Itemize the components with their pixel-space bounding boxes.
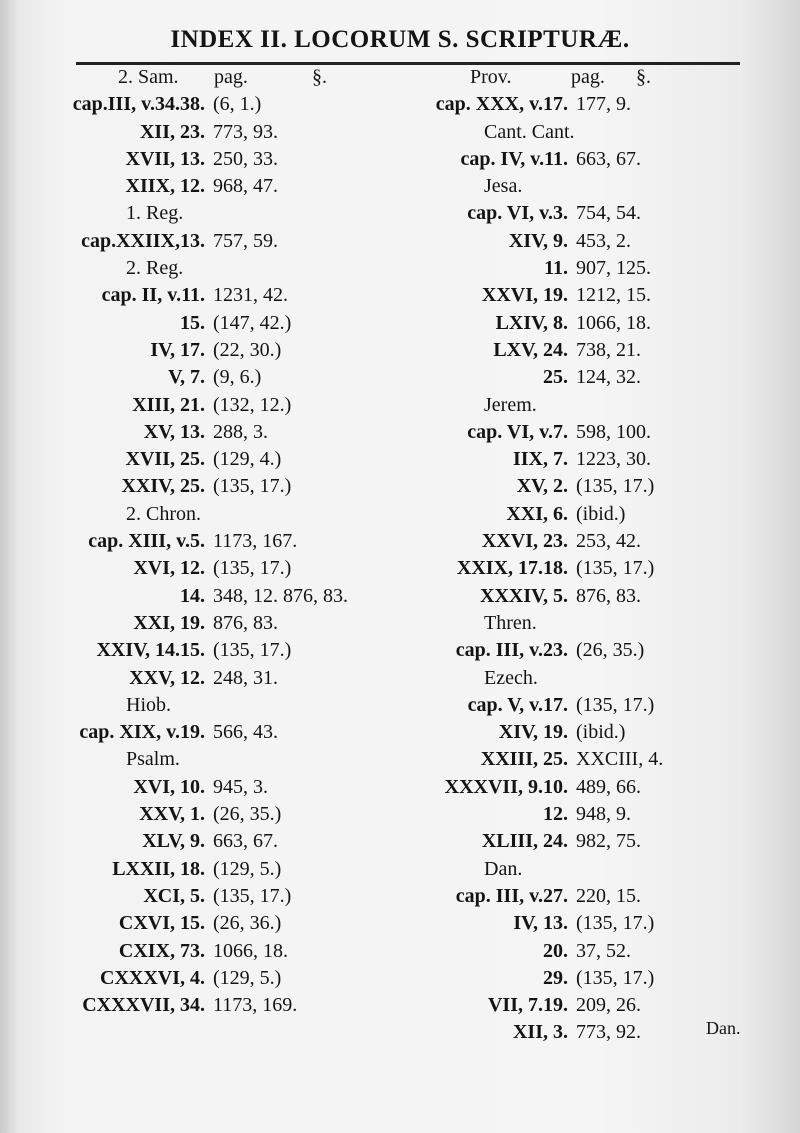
index-entry (74, 173, 419, 200)
page-section-value: (129, 5.) (213, 966, 282, 989)
index-entry (426, 938, 756, 965)
scripture-reference: LXIV, 8. (495, 311, 568, 334)
scripture-reference: 25. (543, 366, 568, 389)
scripture-reference: XCI, 5. (143, 884, 205, 907)
scripture-reference: cap. III, v.27. (455, 884, 568, 907)
scripture-reference: cap.XXIIX,13. (81, 229, 205, 252)
page-section-value: (26, 36.) (213, 912, 282, 935)
page-section-value: 489, 66. (576, 775, 641, 798)
book-heading (426, 173, 756, 200)
scripture-reference: 14. (180, 584, 205, 607)
page-section-value: (26, 35.) (576, 639, 645, 662)
scripture-reference: XII, 3. (512, 1021, 568, 1044)
page-section-value: 754, 54. (576, 202, 641, 225)
index-entry (74, 228, 419, 255)
page-section-value: (135, 17.) (576, 912, 655, 935)
scripture-reference: cap. V, v.17. (467, 693, 568, 716)
page-section-value: (135, 17.) (213, 884, 292, 907)
page-section-value: 1066, 18. (576, 311, 651, 334)
page-section-value: 663, 67. (576, 147, 641, 170)
page-section-value: 1212, 15. (576, 284, 651, 307)
book-heading (74, 746, 419, 773)
page-section-value: (132, 12.) (213, 393, 292, 416)
scripture-reference: XIII, 21. (132, 393, 205, 416)
page-section-value: 37, 52. (576, 939, 631, 962)
catchword: Dan. (706, 1018, 741, 1038)
page-section-value: 220, 15. (576, 884, 641, 907)
index-entry (74, 91, 419, 118)
index-entry (74, 282, 419, 309)
index-entry (426, 746, 756, 773)
book-heading-text: Thren. (484, 611, 537, 634)
scripture-reference: CXXXVI, 4. (100, 966, 205, 989)
column-header-page: pag. (571, 66, 605, 88)
page-section-value: 907, 125. (576, 257, 651, 280)
scripture-reference: XVII, 13. (125, 147, 205, 170)
index-entry (426, 200, 756, 227)
scripture-reference: XV, 2. (516, 475, 568, 498)
column-header (426, 64, 756, 91)
column-header-section: §. (636, 66, 651, 88)
scripture-reference: cap. VI, v.3. (467, 202, 568, 225)
page-section-value: 209, 26. (576, 994, 641, 1017)
scripture-reference: XII, 23. (139, 120, 205, 143)
scripture-reference: XVI, 12. (133, 557, 205, 580)
page-section-value: (ibid.) (576, 721, 626, 744)
index-entry (74, 801, 419, 828)
column-header-section: §. (312, 66, 327, 88)
scripture-reference: XXV, 1. (139, 803, 205, 826)
index-entry (426, 282, 756, 309)
scripture-reference: VII, 7.19. (487, 994, 568, 1017)
index-entry (426, 883, 756, 910)
scripture-reference: XIIX, 12. (125, 175, 205, 198)
index-entry (426, 91, 756, 118)
book-heading-text: 2. Chron. (126, 502, 201, 525)
page-section-value: 348, 12. 876, 83. (213, 584, 348, 607)
book-heading (74, 692, 419, 719)
book-heading-text: Psalm. (126, 748, 180, 771)
page-section-value: (9, 6.) (213, 366, 262, 389)
book-heading (74, 255, 419, 282)
scripture-reference: cap. III, v.23. (455, 639, 568, 662)
scripture-reference: XIV, 9. (508, 229, 568, 252)
page-section-value: 288, 3. (213, 420, 268, 443)
book-heading (426, 119, 756, 146)
page-section-value: (135, 17.) (576, 557, 655, 580)
scripture-reference: IV, 17. (150, 338, 205, 361)
page-section-value: (147, 42.) (213, 311, 292, 334)
scripture-reference: XXIV, 25. (121, 475, 205, 498)
scripture-reference: V, 7. (168, 366, 205, 389)
index-entry (426, 364, 756, 391)
book-heading (426, 856, 756, 883)
index-entry (74, 337, 419, 364)
scripture-reference: XXIX, 17.18. (456, 557, 568, 580)
scripture-reference: 29. (543, 966, 568, 989)
index-entry (74, 473, 419, 500)
page-section-value: 124, 32. (576, 366, 641, 389)
page-section-value: 248, 31. (213, 666, 278, 689)
page-section-value: (135, 17.) (576, 475, 655, 498)
page-section-value: (ibid.) (576, 502, 626, 525)
page-section-value: XXCIII, 4. (576, 748, 664, 771)
scripture-reference: XXI, 6. (506, 502, 568, 525)
book-heading-text: 1. Reg. (126, 202, 184, 225)
book-heading (426, 392, 756, 419)
page-section-value: 948, 9. (576, 803, 631, 826)
index-entry (426, 774, 756, 801)
page-section-value: 757, 59. (213, 229, 278, 252)
index-entry (426, 719, 756, 746)
index-entry (426, 146, 756, 173)
index-entry (426, 992, 756, 1019)
index-entry (74, 856, 419, 883)
book-heading-text: Jerem. (484, 393, 537, 416)
page-section-value: 177, 9. (576, 93, 631, 116)
book-heading (74, 200, 419, 227)
index-entry (426, 801, 756, 828)
scripture-reference: cap.III, v.34.38. (72, 93, 205, 116)
page-section-value: (129, 4.) (213, 448, 282, 471)
page-section-value: 968, 47. (213, 175, 278, 198)
scripture-reference: XVII, 25. (125, 448, 205, 471)
book-heading-text: Hiob. (126, 693, 171, 716)
scripture-reference: cap. XIII, v.5. (88, 530, 205, 553)
index-entry (74, 610, 419, 637)
page-section-value: 773, 92. (576, 1021, 641, 1044)
index-entry (74, 774, 419, 801)
scripture-reference: XV, 13. (143, 420, 205, 443)
scripture-reference: LXXII, 18. (112, 857, 205, 880)
index-entry (74, 883, 419, 910)
page-section-value: 566, 43. (213, 721, 278, 744)
scripture-reference: 12. (543, 803, 568, 826)
column-header-page: pag. (214, 66, 248, 88)
page-section-value: (135, 17.) (576, 966, 655, 989)
book-heading (74, 501, 419, 528)
page-section-value: 876, 83. (576, 584, 641, 607)
book-heading (426, 610, 756, 637)
page-section-value: 663, 67. (213, 830, 278, 853)
page-section-value: 1066, 18. (213, 939, 288, 962)
scripture-reference: 11. (544, 257, 568, 280)
index-entry (426, 310, 756, 337)
scripture-reference: XLIII, 24. (481, 830, 568, 853)
index-entry (74, 910, 419, 937)
scripture-reference: cap. II, v.11. (101, 284, 205, 307)
index-entry (74, 310, 419, 337)
index-entry (426, 501, 756, 528)
index-entry (74, 119, 419, 146)
scripture-reference: cap. XXX, v.17. (435, 93, 568, 116)
column-header-book: Prov. (470, 66, 512, 88)
index-entry (426, 828, 756, 855)
index-entry (426, 337, 756, 364)
index-entry (74, 392, 419, 419)
book-heading (426, 665, 756, 692)
book-heading-text: Jesa. (484, 175, 523, 198)
scripture-reference: IIX, 7. (512, 448, 568, 471)
scripture-reference: cap. IV, v.11. (460, 147, 568, 170)
scripture-reference: CXVI, 15. (118, 912, 205, 935)
index-entry (74, 938, 419, 965)
page-title: INDEX II. LOCORUM S. SCRIPTURÆ. (170, 26, 630, 53)
index-entry (426, 555, 756, 582)
page-section-value: 945, 3. (213, 775, 268, 798)
scripture-reference: XXXIV, 5. (480, 584, 568, 607)
scripture-reference: CXIX, 73. (118, 939, 205, 962)
index-entry (74, 637, 419, 664)
index-entry (426, 255, 756, 282)
index-entry (74, 555, 419, 582)
page-section-value: 250, 33. (213, 147, 278, 170)
scripture-reference: XXVI, 23. (481, 530, 568, 553)
scripture-reference: XXXVII, 9.10. (444, 775, 568, 798)
index-entry (426, 446, 756, 473)
scripture-reference: XXIII, 25. (480, 748, 568, 771)
index-entry (74, 446, 419, 473)
index-entry (74, 965, 419, 992)
index-entry (426, 583, 756, 610)
page-section-value: 1173, 169. (213, 994, 298, 1017)
index-entry (74, 528, 419, 555)
page-section-value: (26, 35.) (213, 803, 282, 826)
scripture-reference: XXVI, 19. (481, 284, 568, 307)
index-entry (426, 692, 756, 719)
scripture-reference: XIV, 19. (498, 721, 568, 744)
page-section-value: (135, 17.) (213, 639, 292, 662)
index-entry (426, 910, 756, 937)
scripture-reference: CXXXVII, 34. (82, 994, 205, 1017)
page-section-value: (22, 30.) (213, 338, 282, 361)
right-column (426, 64, 756, 1047)
page-section-value: 773, 93. (213, 120, 278, 143)
page-section-value: (6, 1.) (213, 93, 262, 116)
index-entry (74, 992, 419, 1019)
page-section-value: 1173, 167. (213, 530, 298, 553)
index-entry (426, 965, 756, 992)
scripture-reference: XXV, 12. (129, 666, 205, 689)
index-entry (426, 528, 756, 555)
index-entry (74, 665, 419, 692)
page-section-value: 982, 75. (576, 830, 641, 853)
index-entry (426, 473, 756, 500)
scripture-reference: XLV, 9. (142, 830, 205, 853)
page-section-value: (135, 17.) (213, 475, 292, 498)
book-heading-text: Dan. (484, 857, 523, 880)
scripture-reference: cap. XIX, v.19. (79, 721, 205, 744)
index-entry (426, 228, 756, 255)
page-section-value: (135, 17.) (576, 693, 655, 716)
index-entry (74, 419, 419, 446)
page-section-value: 453, 2. (576, 229, 631, 252)
book-heading-text: Ezech. (484, 666, 538, 689)
index-entry (74, 364, 419, 391)
scripture-reference: XXIV, 14.15. (96, 639, 205, 662)
page-section-value: 1223, 30. (576, 448, 651, 471)
scripture-reference: LXV, 24. (493, 338, 568, 361)
index-entry (426, 419, 756, 446)
index-entry (426, 637, 756, 664)
index-entry (74, 828, 419, 855)
book-heading-text: 2. Reg. (126, 257, 184, 280)
scripture-reference: IV, 13. (513, 912, 568, 935)
scripture-reference: XVI, 10. (133, 775, 205, 798)
scripture-reference: 15. (180, 311, 205, 334)
page-section-value: (135, 17.) (213, 557, 292, 580)
scripture-reference: 20. (543, 939, 568, 962)
column-header (74, 64, 419, 91)
column-header-book: 2. Sam. (118, 66, 179, 88)
page-section-value: 738, 21. (576, 338, 641, 361)
page-section-value: 876, 83. (213, 611, 278, 634)
page-section-value: 598, 100. (576, 420, 651, 443)
page-section-value: 253, 42. (576, 530, 641, 553)
page-section-value: 1231, 42. (213, 284, 288, 307)
scripture-reference: XXI, 19. (133, 611, 205, 634)
left-column (74, 64, 419, 1019)
index-entry (74, 146, 419, 173)
index-entry (74, 583, 419, 610)
index-entry (74, 719, 419, 746)
book-heading-text: Cant. Cant. (484, 120, 575, 143)
page-section-value: (129, 5.) (213, 857, 282, 880)
scripture-reference: cap. VI, v.7. (467, 420, 568, 443)
